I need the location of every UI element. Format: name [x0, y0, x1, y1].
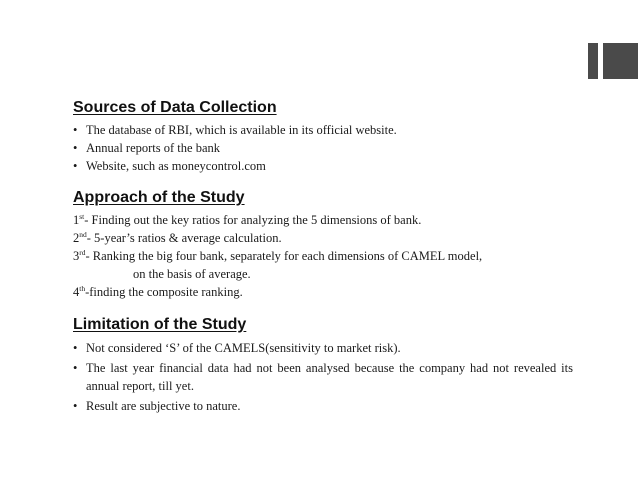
list-item-text: Result are subjective to nature.: [86, 399, 241, 413]
list-item-text: The database of RBI, which is available in its official website.: [86, 123, 397, 137]
bullet-icon: •: [73, 141, 78, 155]
decorative-bar-block: [603, 43, 638, 79]
step-number: 2: [73, 231, 80, 245]
sources-list: [73, 121, 573, 175]
list-item-text: The last year financial data had not been analysed because the company had not revealed its annual report, till yet.: [86, 361, 573, 393]
approach-step-continuation: on the basis of average.: [133, 267, 251, 281]
step-text: - Ranking the big four bank, separately for each dimensions of CAMEL model,: [85, 249, 483, 263]
step-number: 4: [73, 285, 80, 299]
approach-step: [73, 247, 573, 265]
bullet-icon: •: [73, 399, 78, 413]
step-ordinal: rd: [79, 248, 86, 257]
bullet-icon: •: [73, 361, 78, 375]
decorative-bar-thick: [588, 43, 598, 79]
bullet-icon: •: [73, 341, 78, 355]
limitation-list: [73, 339, 573, 415]
approach-step: [73, 229, 573, 247]
step-ordinal: st: [79, 212, 85, 221]
approach-step: [73, 283, 573, 301]
step-ordinal: nd: [79, 230, 87, 239]
step-ordinal: th: [79, 284, 86, 293]
approach-heading: Approach of the Study: [73, 189, 245, 206]
list-item-text: Not considered ‘S’ of the CAMELS(sensitivity to market risk).: [86, 341, 401, 355]
limitation-section: [73, 315, 573, 415]
list-item-text: Annual reports of the bank: [86, 141, 220, 155]
list-item: [73, 121, 573, 139]
step-number: 3: [73, 249, 80, 263]
bullet-icon: •: [73, 123, 78, 137]
bullet-icon: •: [73, 159, 78, 173]
list-item: [73, 157, 573, 175]
step-number: 1: [73, 213, 80, 227]
step-text: - Finding out the key ratios for analyzing the 5 dimensions of bank.: [84, 213, 422, 227]
step-text: -finding the composite ranking.: [85, 285, 243, 299]
limitation-heading: Limitation of the Study: [73, 316, 247, 333]
approach-section: [73, 188, 573, 301]
list-item: [73, 139, 573, 157]
approach-step: [73, 211, 573, 229]
sources-section: [73, 98, 573, 175]
list-item: [73, 397, 573, 415]
slide-content: [73, 98, 573, 417]
list-item: [73, 359, 573, 395]
sources-heading: Sources of Data Collection: [73, 99, 277, 116]
list-item: [73, 339, 573, 357]
list-item-text: Website, such as moneycontrol.com: [86, 159, 266, 173]
step-text: - 5-year’s ratios & average calculation.: [86, 231, 282, 245]
